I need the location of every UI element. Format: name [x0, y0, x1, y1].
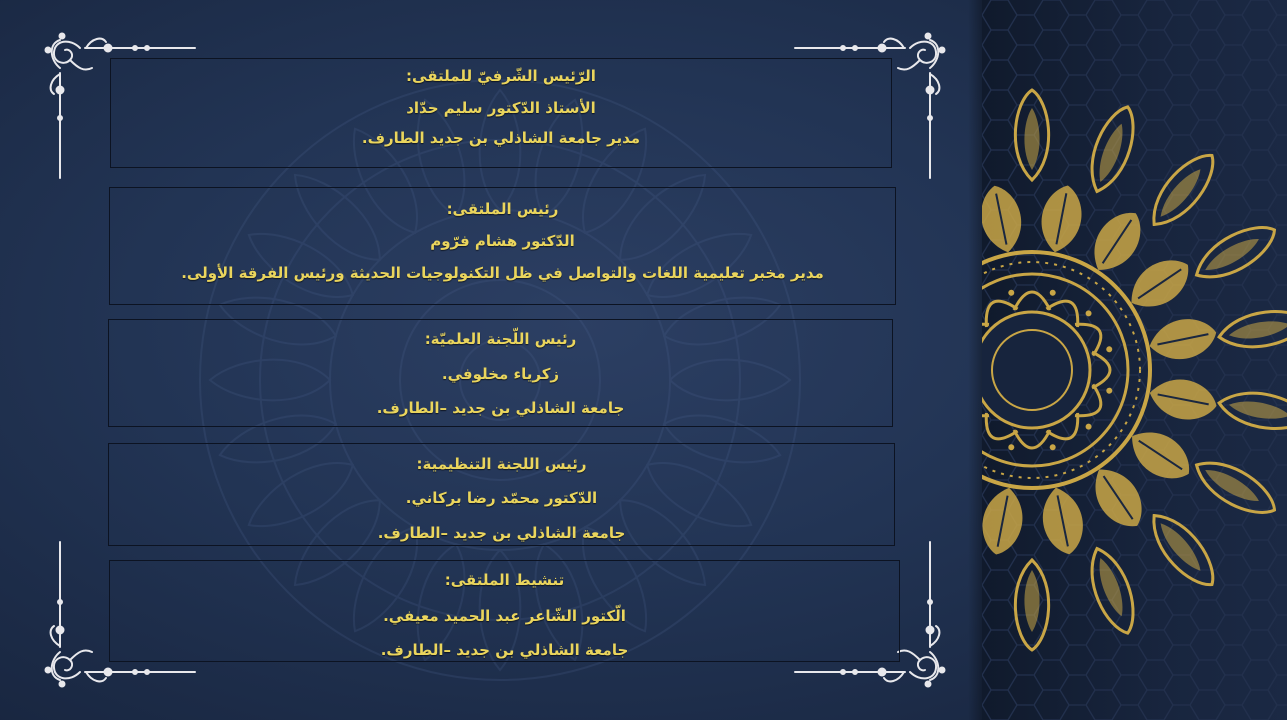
gold-mandala-icon [982, 0, 1287, 720]
block-affiliation: جامعة الشاذلي بن جديد –الطارف. [380, 641, 629, 659]
block-title: رئيس اللجنة التنظيمية: [416, 455, 587, 473]
honorary-president-box [110, 58, 892, 168]
block-affiliation: مدير مخبر تعليمية اللغات والتواصل في ظل التكنولوجيات الحديثة ورئيس الفرقة الأولى. [181, 264, 824, 282]
block-name: الدّكتور هشام فرّوم [430, 232, 575, 250]
block-name: الّكتور الشّاعر عبد الحميد معيفي. [383, 607, 626, 625]
forum-president-box [109, 187, 896, 305]
block-title: تنشيط الملتقى: [444, 571, 565, 589]
block-name: الأستاذ الدّكتور سليم حدّاد [406, 99, 596, 117]
decorative-panel [982, 0, 1287, 720]
block-affiliation: جامعة الشاذلي بن جديد –الطارف. [377, 524, 626, 542]
block-affiliation: مدير جامعة الشاذلي بن جديد الطارف. [361, 129, 641, 147]
block-affiliation: جامعة الشاذلي بن جديد –الطارف. [376, 399, 625, 417]
forum-host-box [109, 560, 900, 662]
block-title: الرّئيس الشّرفيّ للملتقى: [406, 67, 596, 85]
block-name: زكرياء مخلوفي. [441, 365, 560, 383]
block-title: رئيس الملتقى: [446, 200, 559, 218]
scientific-committee-box [108, 319, 893, 427]
organizing-committee-box [108, 443, 895, 546]
block-name: الدّكتور محمّد رضا بركاني. [405, 489, 598, 507]
block-title: رئيس اللّجنة العلميّة: [424, 330, 577, 348]
